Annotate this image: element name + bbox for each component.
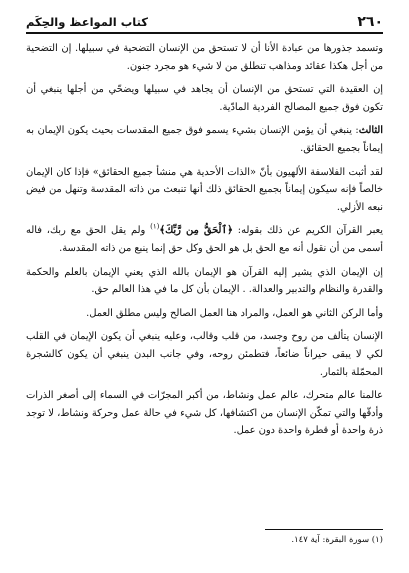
paragraph: إن الإيمان الذي يشير إليه القرآن هو الإيمان بالله الذي يعني الإيمان بالعلم والحكمة والقدرة والنظام والتدبير والعدالة. . الإيمان بأن كل ما في هذا العالم حق. [26, 266, 383, 296]
paragraph-text: : ينبغي أن يؤمن الإنسان بشيء يسمو فوق جميع المقدسات بحيث يكون الإيمان به إيماناً بجميع الحقائق. [26, 125, 383, 154]
paragraph: لقد أثبت الفلاسفة الألهيون بأنّ «الذات الأحدية هي منشأ جميع الحقائق» فإذا كان الإيمان خالصاً فإنه سيكون إيماناً بجميع الحقائق ذلك أنها تنبعث من ذاته المقدسة وتنهل من فيض نبعه الأزلي. [26, 166, 383, 213]
paragraph: إن العقيدة التي تستحق من الإنسان أن يجاهد في سبيلها ويضحّي من أجلها ينبغي أن تكون فوق جميع المصالح الفردية المادّية. [26, 84, 383, 113]
page-number: ٢٦٠ [357, 14, 383, 30]
quran-verse: ﴿ٱلْحَقُّ مِن رَّبِّكَ﴾ [159, 225, 233, 237]
footnote-marker: (١) [150, 223, 160, 232]
paragraph [26, 122, 383, 157]
body-text [26, 40, 383, 446]
book-title: كتاب المواعظ والحِكَم [26, 15, 148, 29]
footnote: (١) سورة البقرة: آية ١٤٧. [291, 535, 383, 545]
paragraph-text: ولم يقل الحق مع ربك، فاله أسمى من أن نقول أنه مع الحق بل هو الحق وكل حق إنما ينبع من ذاته المقدسة. [26, 225, 383, 254]
paragraph [26, 222, 383, 257]
paragraph-text: يعبر القرآن الكريم عن ذلك بقوله: [232, 225, 383, 237]
footnote-divider [265, 529, 383, 530]
paragraph-lead: الثالث [358, 125, 383, 137]
paragraph: وتسمد جذورها من عبادة الأنا أن لا تستحق من الإنسان التضحية في سبيلها. إن التضحية من أجل هكذا عقائد ومذاهب تنطلق من لا شيء هو مجرد جنون. [26, 43, 383, 72]
paragraph: الإنسان يتألف من روح وجسد، من قلب وقالب، وعليه ينبغي أن يكون الإيمان في القلب لكي لا يبقى حيراناً ضائعاً، فتطمئن روحه، وفي جانب البدن ينبغي أن يكون كالشجرة المحمّلة بالثمار. [26, 331, 383, 378]
paragraph: وأما الركن الثاني هو العمل، والمراد هنا العمل الصالح وليس مطلق العمل. [86, 307, 383, 319]
paragraph: عالمنا عالم متحرك، عالم عمل ونشاط، من أكبر المجرّات في السماء إلى أصغر الذرات وأدقّها والتي تمكّن الإنسان من اكتشافها، كل شيء في حالة عمل وحركة ونشاط، لا توجد ذرة واحدة أو قطرة واحدة دون عمل. [26, 390, 383, 437]
page-header [26, 10, 383, 34]
